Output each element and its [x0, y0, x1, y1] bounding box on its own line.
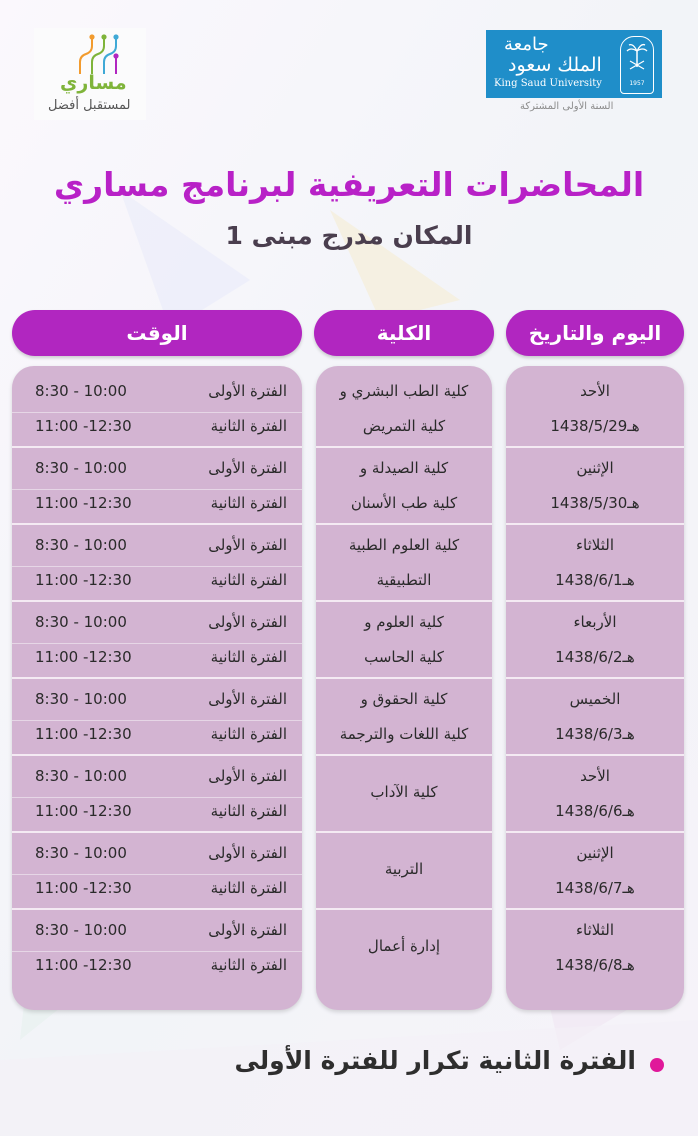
college-block — [316, 678, 492, 755]
second-session-label: الفترة الثانية — [210, 494, 287, 512]
college-block — [316, 909, 492, 986]
ksu-english-name: King Saud University — [494, 78, 602, 89]
college-block — [316, 755, 492, 832]
time-block — [12, 447, 302, 524]
first-session-time: 8:30 - 10:00 — [35, 382, 127, 400]
session-divider — [12, 720, 302, 721]
session-divider — [12, 489, 302, 490]
first-session-label: الفترة الأولى — [208, 613, 287, 631]
first-session-time: 8:30 - 10:00 — [35, 767, 127, 785]
footnote-text: الفترة الثانية تكرار للفترة الأولى — [234, 1046, 636, 1075]
college-name-line: كلية الطب البشري و — [339, 382, 469, 400]
row-divider — [316, 446, 492, 448]
ksu-logo — [486, 30, 662, 98]
day-block — [506, 678, 684, 755]
masari-name: مساري — [60, 72, 127, 94]
day-block — [506, 370, 684, 447]
second-session-label: الفترة الثانية — [210, 417, 287, 435]
college-name-line: كلية اللغات والترجمة — [339, 725, 469, 743]
session-divider — [12, 566, 302, 567]
row-divider — [12, 523, 302, 525]
day-name: الثلاثاء — [575, 921, 614, 939]
second-session-time: 11:00 -12:30 — [35, 571, 132, 589]
college-block — [316, 524, 492, 601]
palm-icon — [621, 37, 653, 77]
ksu-emblem-year: 1957 — [629, 80, 645, 87]
hijri-date: 1438/6/6هـ — [555, 802, 635, 820]
first-session-label: الفترة الأولى — [208, 921, 287, 939]
second-session-time: 11:00 -12:30 — [35, 956, 132, 974]
time-panel — [12, 366, 302, 1010]
time-block — [12, 832, 302, 909]
masari-logo — [34, 28, 146, 120]
bullet-dot-icon — [650, 1058, 664, 1072]
day-panel — [506, 366, 684, 1010]
day-block — [506, 909, 684, 986]
college-name-line: كلية طب الأسنان — [350, 494, 458, 512]
row-divider — [316, 831, 492, 833]
college-block — [316, 832, 492, 909]
time-block — [12, 524, 302, 601]
college-name-line: كلية التمريض — [362, 417, 446, 435]
second-session-time: 11:00 -12:30 — [35, 648, 132, 666]
day-block — [506, 601, 684, 678]
hijri-date: 1438/6/7هـ — [555, 879, 635, 897]
second-session-label: الفترة الثانية — [210, 879, 287, 897]
time-block — [12, 755, 302, 832]
day-name: الأحد — [580, 382, 610, 400]
row-divider — [506, 831, 684, 833]
second-session-label: الفترة الثانية — [210, 725, 287, 743]
college-name: التربية — [384, 860, 424, 878]
second-session-label: الفترة الثانية — [210, 571, 287, 589]
hijri-date: 1438/6/1هـ — [555, 571, 635, 589]
day-name: الإثنين — [576, 459, 614, 477]
college-block — [316, 601, 492, 678]
time-block — [12, 909, 302, 986]
first-session-label: الفترة الأولى — [208, 459, 287, 477]
ksu-arabic-line2: الملك سعود — [508, 54, 602, 76]
row-divider — [506, 523, 684, 525]
college-block — [316, 370, 492, 447]
hijri-date: 1438/6/3هـ — [555, 725, 635, 743]
location-subtitle: المكان مدرج مبنى 1 — [225, 221, 473, 250]
day-block — [506, 447, 684, 524]
first-session-label: الفترة الأولى — [208, 690, 287, 708]
row-divider — [316, 600, 492, 602]
second-session-time: 11:00 -12:30 — [35, 879, 132, 897]
college-panel — [316, 366, 492, 1010]
ksu-emblem-icon — [620, 36, 654, 94]
row-divider — [12, 446, 302, 448]
row-divider — [506, 446, 684, 448]
first-session-time: 8:30 - 10:00 — [35, 690, 127, 708]
second-session-time: 11:00 -12:30 — [35, 417, 132, 435]
first-session-label: الفترة الأولى — [208, 536, 287, 554]
second-session-label: الفترة الثانية — [210, 648, 287, 666]
college-name: إدارة أعمال — [367, 937, 441, 955]
day-name: الإثنين — [576, 844, 614, 862]
column-header-time: الوقت — [12, 310, 302, 356]
footnote — [196, 1046, 666, 1086]
time-block — [12, 678, 302, 755]
first-session-label: الفترة الأولى — [208, 844, 287, 862]
row-divider — [506, 754, 684, 756]
day-name: الأربعاء — [573, 613, 617, 631]
day-block — [506, 524, 684, 601]
row-divider — [12, 831, 302, 833]
session-divider — [12, 643, 302, 644]
first-session-time: 8:30 - 10:00 — [35, 613, 127, 631]
masari-mark-icon — [74, 34, 126, 74]
session-divider — [12, 412, 302, 413]
second-session-time: 11:00 -12:30 — [35, 802, 132, 820]
time-block — [12, 601, 302, 678]
college-name: كلية الآداب — [370, 783, 438, 801]
row-divider — [506, 600, 684, 602]
hijri-date: 1438/5/30هـ — [550, 494, 640, 512]
column-header-college: الكلية — [314, 310, 494, 356]
college-block — [316, 447, 492, 524]
session-divider — [12, 951, 302, 952]
first-session-time: 8:30 - 10:00 — [35, 921, 127, 939]
hijri-date: 1438/5/29هـ — [550, 417, 640, 435]
masari-tagline: لمستقبل أفضل — [48, 98, 131, 113]
second-session-label: الفترة الثانية — [210, 802, 287, 820]
college-name-line: كلية الصيدلة و — [359, 459, 449, 477]
row-divider — [506, 908, 684, 910]
second-session-time: 11:00 -12:30 — [35, 725, 132, 743]
college-name-line: كلية الحاسب — [364, 648, 444, 666]
row-divider — [316, 677, 492, 679]
column-header-day: اليوم والتاريخ — [506, 310, 684, 356]
session-divider — [12, 874, 302, 875]
hijri-date: 1438/6/8هـ — [555, 956, 635, 974]
row-divider — [12, 908, 302, 910]
row-divider — [12, 754, 302, 756]
ksu-arabic-line1: جامعة — [504, 34, 549, 55]
college-name-line: كلية العلوم و — [364, 613, 444, 631]
session-divider — [12, 797, 302, 798]
second-session-label: الفترة الثانية — [210, 956, 287, 974]
hijri-date: 1438/6/2هـ — [555, 648, 635, 666]
page-title: المحاضرات التعريفية لبرنامج مساري — [53, 165, 645, 204]
first-session-time: 8:30 - 10:00 — [35, 536, 127, 554]
row-divider — [316, 754, 492, 756]
college-name-line: كلية الحقوق و — [360, 690, 448, 708]
day-block — [506, 832, 684, 909]
college-name-line: كلية العلوم الطبية — [348, 536, 460, 554]
first-session-time: 8:30 - 10:00 — [35, 844, 127, 862]
day-name: الخميس — [569, 690, 621, 708]
second-session-time: 11:00 -12:30 — [35, 494, 132, 512]
deanship-label: السنة الأولى المشتركة — [520, 101, 614, 112]
college-name-line: التطبيقية — [376, 571, 432, 589]
day-name: الثلاثاء — [575, 536, 614, 554]
first-session-time: 8:30 - 10:00 — [35, 459, 127, 477]
row-divider — [316, 908, 492, 910]
first-session-label: الفترة الأولى — [208, 382, 287, 400]
row-divider — [12, 600, 302, 602]
time-block — [12, 370, 302, 447]
row-divider — [316, 523, 492, 525]
first-session-label: الفترة الأولى — [208, 767, 287, 785]
row-divider — [12, 677, 302, 679]
day-block — [506, 755, 684, 832]
row-divider — [506, 677, 684, 679]
day-name: الأحد — [580, 767, 610, 785]
